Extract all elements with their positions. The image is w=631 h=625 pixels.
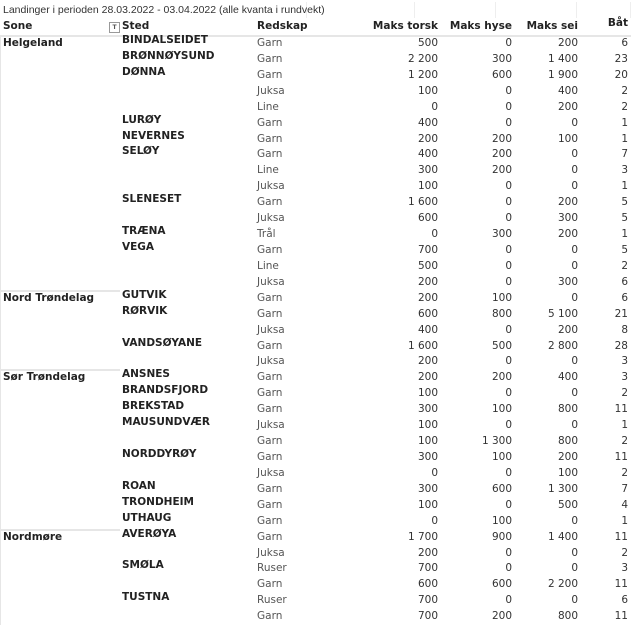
cell-redskap: Garn bbox=[257, 339, 283, 352]
table-row bbox=[0, 146, 631, 162]
table-row bbox=[0, 99, 631, 115]
cell-maks-hyse: 0 bbox=[505, 212, 512, 225]
table-row bbox=[0, 306, 631, 322]
cell-sone: Sør Trøndelag bbox=[3, 371, 86, 384]
cell-maks-sei: 400 bbox=[557, 371, 578, 384]
table-row bbox=[0, 497, 631, 513]
cell-redskap: Line bbox=[257, 100, 279, 113]
cell-maks-sei: 1 300 bbox=[547, 482, 578, 495]
cell-maks-torsk: 0 bbox=[431, 228, 438, 241]
table-row bbox=[0, 513, 631, 529]
cell-maks-torsk: 100 bbox=[417, 84, 438, 97]
cell-sted: RØRVIK bbox=[122, 304, 168, 317]
cell-redskap: Garn bbox=[257, 514, 283, 527]
cell-maks-torsk: 500 bbox=[417, 259, 438, 272]
cell-bat: 4 bbox=[621, 498, 628, 511]
cell-bat: 1 bbox=[621, 116, 628, 129]
cell-bat: 23 bbox=[614, 52, 628, 65]
cell-maks-torsk: 500 bbox=[417, 37, 438, 49]
cell-maks-sei: 1 400 bbox=[547, 52, 578, 65]
cell-maks-torsk: 700 bbox=[417, 243, 438, 256]
cell-sted: SLENESET bbox=[122, 193, 182, 206]
cell-redskap: Trål bbox=[257, 228, 276, 241]
header-redskap[interactable]: Redskap bbox=[257, 20, 308, 32]
cell-bat: 20 bbox=[614, 68, 628, 81]
cell-maks-hyse: 0 bbox=[505, 562, 512, 575]
cell-sted: VEGA bbox=[122, 240, 155, 253]
cell-maks-hyse: 100 bbox=[491, 450, 512, 463]
cell-maks-hyse: 200 bbox=[491, 371, 512, 384]
cell-maks-torsk: 700 bbox=[417, 562, 438, 575]
table-row bbox=[0, 83, 631, 99]
table-row bbox=[0, 401, 631, 417]
cell-maks-sei: 0 bbox=[571, 594, 578, 607]
cell-sted: NORDDYRØY bbox=[122, 447, 197, 460]
cell-maks-sei: 0 bbox=[571, 355, 578, 368]
cell-bat: 2 bbox=[621, 387, 628, 400]
table-row bbox=[0, 226, 631, 242]
cell-sted: ROAN bbox=[122, 479, 156, 492]
table-row bbox=[0, 290, 631, 306]
cell-bat: 3 bbox=[621, 164, 628, 177]
cell-maks-torsk: 100 bbox=[417, 387, 438, 400]
cell-maks-hyse: 500 bbox=[491, 339, 512, 352]
cell-maks-sei: 200 bbox=[557, 450, 578, 463]
cell-maks-hyse: 0 bbox=[505, 498, 512, 511]
table-row bbox=[0, 608, 631, 624]
cell-maks-torsk: 1 700 bbox=[407, 530, 438, 543]
cell-redskap: Garn bbox=[257, 371, 283, 384]
table-row bbox=[0, 258, 631, 274]
table-row bbox=[0, 51, 631, 67]
cell-sted: BRANDSFJORD bbox=[122, 384, 209, 397]
cell-maks-torsk: 100 bbox=[417, 419, 438, 432]
cell-maks-torsk: 200 bbox=[417, 291, 438, 304]
cell-redskap: Garn bbox=[257, 403, 283, 416]
table-row bbox=[0, 178, 631, 194]
cell-maks-hyse: 200 bbox=[491, 610, 512, 623]
cell-maks-sei: 0 bbox=[571, 180, 578, 193]
cell-bat: 6 bbox=[621, 275, 628, 288]
cell-maks-torsk: 400 bbox=[417, 116, 438, 129]
cell-maks-hyse: 800 bbox=[491, 307, 512, 320]
cell-maks-torsk: 0 bbox=[431, 100, 438, 113]
cell-sone: Helgeland bbox=[3, 37, 63, 49]
cell-maks-torsk: 200 bbox=[417, 371, 438, 384]
cell-sone: Nordmøre bbox=[3, 530, 63, 543]
cell-sted: BINDALSEIDET bbox=[122, 34, 208, 46]
cell-bat: 1 bbox=[621, 419, 628, 432]
header-maks-hyse[interactable]: Maks hyse bbox=[449, 20, 512, 32]
table-row bbox=[0, 322, 631, 338]
cell-redskap: Garn bbox=[257, 450, 283, 463]
cell-bat: 2 bbox=[621, 259, 628, 272]
cell-maks-hyse: 0 bbox=[505, 116, 512, 129]
cell-maks-sei: 1 900 bbox=[547, 68, 578, 81]
cell-maks-hyse: 0 bbox=[505, 355, 512, 368]
cell-maks-sei: 200 bbox=[557, 196, 578, 209]
cell-maks-sei: 0 bbox=[571, 419, 578, 432]
cell-redskap: Garn bbox=[257, 291, 283, 304]
cell-sted: VANDSØYANE bbox=[122, 336, 203, 349]
cell-maks-hyse: 0 bbox=[505, 419, 512, 432]
table-row bbox=[0, 35, 631, 51]
cell-bat: 21 bbox=[614, 307, 628, 320]
cell-redskap: Ruser bbox=[257, 562, 287, 575]
cell-bat: 11 bbox=[614, 450, 628, 463]
cell-maks-sei: 200 bbox=[557, 100, 578, 113]
cell-maks-sei: 200 bbox=[557, 37, 578, 49]
table-row bbox=[0, 433, 631, 449]
cell-bat: 1 bbox=[621, 180, 628, 193]
cell-maks-torsk: 700 bbox=[417, 594, 438, 607]
cell-maks-torsk: 1 600 bbox=[407, 339, 438, 352]
cell-maks-torsk: 300 bbox=[417, 403, 438, 416]
cell-maks-hyse: 100 bbox=[491, 403, 512, 416]
cell-maks-hyse: 600 bbox=[491, 578, 512, 591]
table-row bbox=[0, 481, 631, 497]
cell-sted: GUTVIK bbox=[122, 288, 167, 301]
header-maks-torsk[interactable]: Maks torsk bbox=[372, 20, 438, 32]
cell-bat: 1 bbox=[621, 514, 628, 527]
title-cell bbox=[496, 2, 577, 18]
cell-maks-hyse: 0 bbox=[505, 466, 512, 479]
cell-maks-hyse: 0 bbox=[505, 259, 512, 272]
cell-bat: 11 bbox=[614, 610, 628, 623]
cell-maks-sei: 0 bbox=[571, 562, 578, 575]
cell-maks-sei: 5 100 bbox=[547, 307, 578, 320]
cell-maks-torsk: 100 bbox=[417, 180, 438, 193]
cell-maks-sei: 0 bbox=[571, 259, 578, 272]
cell-maks-hyse: 100 bbox=[491, 514, 512, 527]
cell-maks-hyse: 200 bbox=[491, 164, 512, 177]
table-row bbox=[0, 417, 631, 433]
cell-redskap: Juksa bbox=[257, 84, 285, 97]
table-row bbox=[0, 210, 631, 226]
cell-bat: 6 bbox=[621, 594, 628, 607]
cell-sted: BRØNNØYSUND bbox=[122, 49, 215, 62]
cell-sted: SMØLA bbox=[122, 559, 164, 572]
cell-maks-sei: 0 bbox=[571, 148, 578, 161]
cell-redskap: Juksa bbox=[257, 212, 285, 225]
cell-maks-hyse: 600 bbox=[491, 482, 512, 495]
cell-maks-hyse: 1 300 bbox=[481, 435, 512, 448]
filter-icon[interactable]: T bbox=[109, 22, 120, 33]
cell-maks-hyse: 0 bbox=[505, 196, 512, 209]
cell-maks-torsk: 1 200 bbox=[407, 68, 438, 81]
cell-redskap: Juksa bbox=[257, 180, 285, 193]
table-row bbox=[0, 449, 631, 465]
header-maks-sei[interactable]: Maks sei bbox=[526, 20, 578, 32]
cell-maks-hyse: 0 bbox=[505, 243, 512, 256]
cell-bat: 6 bbox=[621, 291, 628, 304]
cell-maks-torsk: 1 600 bbox=[407, 196, 438, 209]
cell-maks-torsk: 700 bbox=[417, 610, 438, 623]
cell-maks-hyse: 600 bbox=[491, 68, 512, 81]
cell-redskap: Garn bbox=[257, 498, 283, 511]
cell-maks-sei: 200 bbox=[557, 323, 578, 336]
cell-redskap: Juksa bbox=[257, 546, 285, 559]
cell-maks-torsk: 600 bbox=[417, 212, 438, 225]
cell-bat: 5 bbox=[621, 196, 628, 209]
header-sone[interactable]: Sone bbox=[3, 20, 33, 32]
title-cell bbox=[415, 2, 496, 18]
cell-redskap: Garn bbox=[257, 307, 283, 320]
cell-maks-torsk: 600 bbox=[417, 307, 438, 320]
cell-sted: AVERØYA bbox=[122, 527, 177, 540]
cell-maks-sei: 400 bbox=[557, 84, 578, 97]
cell-sted: MAUSUNDVÆR bbox=[122, 416, 210, 429]
cell-maks-torsk: 100 bbox=[417, 498, 438, 511]
cell-maks-torsk: 200 bbox=[417, 546, 438, 559]
cell-maks-sei: 800 bbox=[557, 435, 578, 448]
cell-bat: 7 bbox=[621, 482, 628, 495]
cell-maks-sei: 1 400 bbox=[547, 530, 578, 543]
cell-maks-hyse: 0 bbox=[505, 594, 512, 607]
cell-redskap: Garn bbox=[257, 52, 283, 65]
cell-redskap: Garn bbox=[257, 435, 283, 448]
cell-maks-torsk: 100 bbox=[417, 435, 438, 448]
table-row bbox=[0, 162, 631, 178]
cell-redskap: Garn bbox=[257, 37, 283, 49]
cell-maks-torsk: 0 bbox=[431, 514, 438, 527]
cell-maks-sei: 0 bbox=[571, 116, 578, 129]
table-row bbox=[0, 131, 631, 147]
table-row bbox=[0, 338, 631, 354]
cell-bat: 6 bbox=[621, 37, 628, 49]
cell-redskap: Garn bbox=[257, 196, 283, 209]
cell-maks-sei: 500 bbox=[557, 498, 578, 511]
cell-bat: 2 bbox=[621, 100, 628, 113]
cell-redskap: Juksa bbox=[257, 419, 285, 432]
cell-bat: 1 bbox=[621, 228, 628, 241]
cell-bat: 3 bbox=[621, 371, 628, 384]
cell-redskap: Line bbox=[257, 259, 279, 272]
report-title: Landinger i perioden 28.03.2022 - 03.04.2022 (alle kvanta i rundvekt) bbox=[0, 2, 307, 18]
cell-redskap: Garn bbox=[257, 116, 283, 129]
cell-bat: 11 bbox=[614, 530, 628, 543]
cell-maks-torsk: 0 bbox=[431, 466, 438, 479]
cell-maks-hyse: 0 bbox=[505, 84, 512, 97]
table-row bbox=[0, 67, 631, 83]
cell-bat: 2 bbox=[621, 435, 628, 448]
cell-maks-hyse: 300 bbox=[491, 52, 512, 65]
cell-bat: 7 bbox=[621, 148, 628, 161]
table-row bbox=[0, 274, 631, 290]
cell-sted: TUSTNA bbox=[122, 591, 170, 604]
cell-sone: Nord Trøndelag bbox=[3, 291, 95, 304]
cell-maks-torsk: 300 bbox=[417, 164, 438, 177]
cell-maks-sei: 0 bbox=[571, 387, 578, 400]
table-row bbox=[0, 465, 631, 481]
cell-maks-sei: 2 800 bbox=[547, 339, 578, 352]
cell-maks-torsk: 200 bbox=[417, 355, 438, 368]
cell-maks-torsk: 400 bbox=[417, 148, 438, 161]
cell-sted: LURØY bbox=[122, 113, 162, 126]
table-row bbox=[0, 560, 631, 576]
cell-sted: DØNNA bbox=[122, 65, 166, 78]
cell-maks-hyse: 0 bbox=[505, 37, 512, 49]
cell-maks-hyse: 0 bbox=[505, 323, 512, 336]
cell-maks-hyse: 0 bbox=[505, 100, 512, 113]
cell-maks-sei: 0 bbox=[571, 291, 578, 304]
cell-bat: 5 bbox=[621, 212, 628, 225]
cell-maks-hyse: 0 bbox=[505, 180, 512, 193]
cell-maks-sei: 0 bbox=[571, 164, 578, 177]
cell-bat: 28 bbox=[614, 339, 628, 352]
header-bat[interactable]: Båt bbox=[607, 17, 628, 29]
table-row bbox=[0, 194, 631, 210]
table-body bbox=[0, 35, 631, 624]
cell-maks-hyse: 0 bbox=[505, 546, 512, 559]
cell-redskap: Garn bbox=[257, 387, 283, 400]
table-row bbox=[0, 353, 631, 369]
cell-bat: 2 bbox=[621, 466, 628, 479]
cell-maks-sei: 800 bbox=[557, 610, 578, 623]
cell-redskap: Juksa bbox=[257, 323, 285, 336]
cell-redskap: Juksa bbox=[257, 275, 285, 288]
cell-redskap: Garn bbox=[257, 610, 283, 623]
cell-maks-torsk: 300 bbox=[417, 482, 438, 495]
cell-bat: 5 bbox=[621, 243, 628, 256]
cell-redskap: Garn bbox=[257, 68, 283, 81]
cell-bat: 3 bbox=[621, 355, 628, 368]
cell-maks-sei: 0 bbox=[571, 546, 578, 559]
cell-maks-sei: 200 bbox=[557, 228, 578, 241]
cell-maks-hyse: 100 bbox=[491, 291, 512, 304]
cell-redskap: Garn bbox=[257, 530, 283, 543]
cell-maks-sei: 300 bbox=[557, 275, 578, 288]
cell-bat: 11 bbox=[614, 578, 628, 591]
cell-maks-sei: 0 bbox=[571, 514, 578, 527]
cell-maks-hyse: 300 bbox=[491, 228, 512, 241]
header-sted[interactable]: Sted bbox=[122, 20, 150, 32]
cell-bat: 11 bbox=[614, 403, 628, 416]
cell-sted: BREKSTAD bbox=[122, 400, 185, 413]
cell-redskap: Garn bbox=[257, 132, 283, 145]
cell-maks-torsk: 200 bbox=[417, 275, 438, 288]
cell-maks-sei: 800 bbox=[557, 403, 578, 416]
cell-sted: NEVERNES bbox=[122, 129, 185, 142]
cell-sted: TRONDHEIM bbox=[122, 495, 194, 508]
table-row bbox=[0, 369, 631, 385]
cell-redskap: Garn bbox=[257, 243, 283, 256]
cell-sted: TRÆNA bbox=[122, 225, 166, 238]
cell-bat: 8 bbox=[621, 323, 628, 336]
cell-bat: 3 bbox=[621, 562, 628, 575]
cell-maks-sei: 2 200 bbox=[547, 578, 578, 591]
cell-redskap: Garn bbox=[257, 482, 283, 495]
cell-bat: 1 bbox=[621, 132, 628, 145]
cell-maks-torsk: 2 200 bbox=[407, 52, 438, 65]
cell-maks-torsk: 300 bbox=[417, 450, 438, 463]
cell-maks-sei: 300 bbox=[557, 212, 578, 225]
cell-redskap: Line bbox=[257, 164, 279, 177]
cell-sted: UTHAUG bbox=[122, 511, 172, 524]
cell-redskap: Juksa bbox=[257, 466, 285, 479]
cell-bat: 2 bbox=[621, 546, 628, 559]
cell-redskap: Ruser bbox=[257, 594, 287, 607]
cell-sted: SELØY bbox=[122, 145, 160, 158]
table-row bbox=[0, 576, 631, 592]
cell-redskap: Garn bbox=[257, 578, 283, 591]
cell-maks-sei: 100 bbox=[557, 466, 578, 479]
table-row bbox=[0, 385, 631, 401]
cell-maks-torsk: 600 bbox=[417, 578, 438, 591]
cell-maks-torsk: 400 bbox=[417, 323, 438, 336]
table-row bbox=[0, 242, 631, 258]
table-row bbox=[0, 592, 631, 608]
table-row bbox=[0, 545, 631, 561]
table-row bbox=[0, 529, 631, 545]
cell-maks-sei: 100 bbox=[557, 132, 578, 145]
cell-maks-sei: 0 bbox=[571, 243, 578, 256]
cell-maks-hyse: 900 bbox=[491, 530, 512, 543]
cell-sted: ANSNES bbox=[122, 368, 170, 381]
table-row bbox=[0, 115, 631, 131]
cell-maks-hyse: 200 bbox=[491, 148, 512, 161]
cell-bat: 2 bbox=[621, 84, 628, 97]
cell-maks-hyse: 0 bbox=[505, 275, 512, 288]
cell-redskap: Garn bbox=[257, 148, 283, 161]
cell-redskap: Juksa bbox=[257, 355, 285, 368]
cell-maks-torsk: 200 bbox=[417, 132, 438, 145]
cell-maks-hyse: 0 bbox=[505, 387, 512, 400]
cell-maks-hyse: 200 bbox=[491, 132, 512, 145]
